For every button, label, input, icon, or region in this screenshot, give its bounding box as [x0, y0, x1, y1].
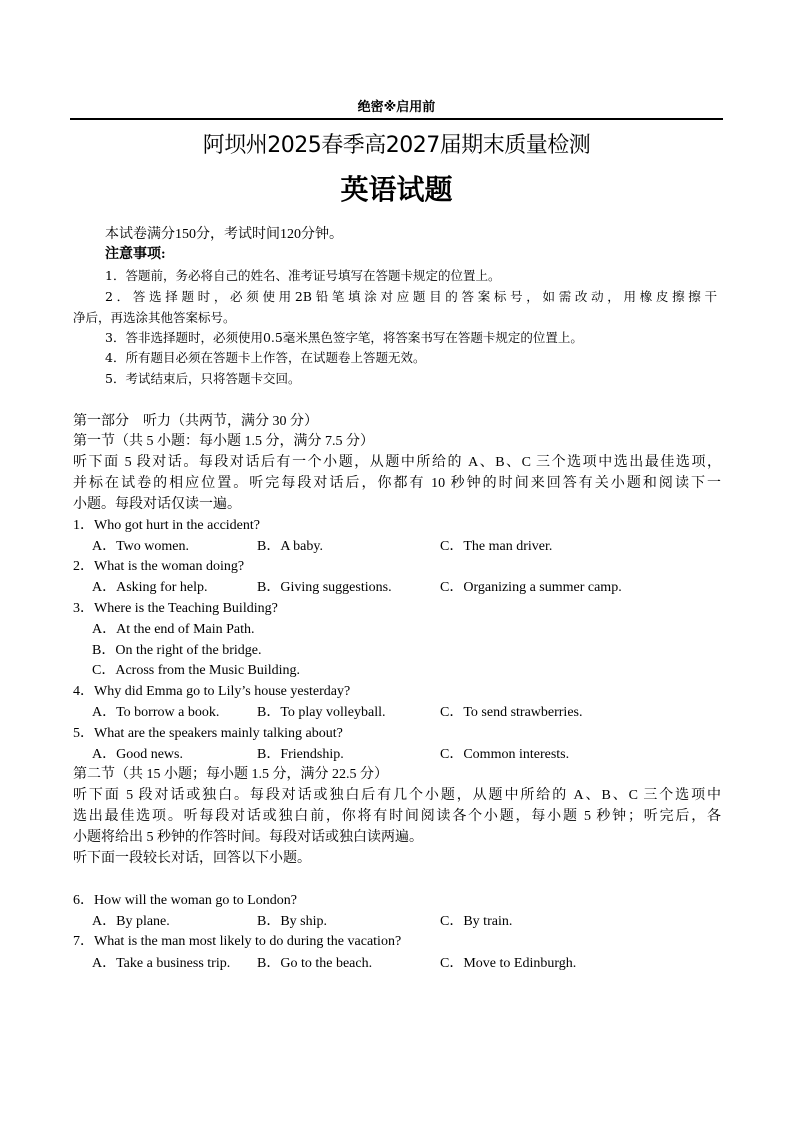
- section-instruction: 小题将给出 5 秒钟的作答时间。每段对话或独白读两遍。: [73, 830, 423, 845]
- question-stem: 2．What is the woman doing?: [73, 559, 245, 574]
- option-b: B．Go to the beach.: [257, 956, 373, 971]
- section-instruction: 听下面 5 段对话或独白。每段对话或独白后有几个小题，从题中所给的 A、B、C 三个选项中: [73, 788, 721, 803]
- header-rule: [70, 118, 723, 120]
- option-c: C．To send strawberries.: [440, 705, 583, 720]
- section-lead: 听下面一段较长对话，回答以下小题。: [73, 851, 311, 866]
- option-a: A．Good news.: [92, 747, 183, 762]
- section-instruction: 小题。每段对话仅读一遍。: [73, 497, 241, 512]
- question-stem: 7．What is the man most likely to do during the vacation?: [73, 934, 402, 949]
- option-b: B．By ship.: [257, 914, 328, 929]
- notice-item: 1．答题前，务必将自己的姓名、准考证号填写在答题卡规定的位置上。: [105, 268, 501, 283]
- confidential-label: 绝密※启用前: [357, 100, 436, 115]
- exam-subject: 英语试题: [340, 173, 453, 206]
- notice-item: 2．答选择题时，必须使用2B铅笔填涂对应题目的答案标号，如需改动，用橡皮擦擦干: [105, 289, 717, 304]
- question-stem: 4．Why did Emma go to Lily’s house yesterday?: [73, 684, 351, 699]
- option-c: C．Across from the Music Building.: [92, 663, 301, 678]
- question-stem: 3．Where is the Teaching Building?: [73, 601, 278, 616]
- option-a: A．To borrow a book.: [92, 705, 220, 720]
- question-stem: 1．Who got hurt in the accident?: [73, 518, 260, 533]
- option-b: B．Friendship.: [257, 747, 344, 762]
- notice-item: 5．考试结束后，只将答题卡交回。: [105, 371, 301, 386]
- option-c: C．By train.: [440, 914, 513, 929]
- part-heading: 第一部分 听力（共两节，满分 30 分）: [73, 414, 318, 429]
- option-a: A．By plane.: [92, 914, 170, 929]
- option-a: A．At the end of Main Path.: [92, 622, 255, 637]
- option-a: A．Two women.: [92, 539, 190, 554]
- option-c: C．Organizing a summer camp.: [440, 580, 622, 595]
- option-b: B．Giving suggestions.: [257, 580, 392, 595]
- section-heading: 第一节（共 5 小题：每小题 1.5 分，满分 7.5 分）: [73, 434, 374, 449]
- notice-title: 注意事项:: [105, 247, 166, 262]
- exam-title: 阿坝州2025春季高2027届期末质量检测: [202, 133, 591, 158]
- section-instruction: 并标在试卷的相应位置。听完每段对话后，你都有 10 秒钟的时间来回答有关小题和阅读下一: [73, 476, 721, 491]
- notice-item: 净后，再选涂其他答案标号。: [73, 310, 236, 325]
- question-stem: 6．How will the woman go to London?: [73, 893, 297, 908]
- option-a: A．Asking for help.: [92, 580, 208, 595]
- question-stem: 5．What are the speakers mainly talking about?: [73, 726, 343, 741]
- option-b: B．To play volleyball.: [257, 705, 386, 720]
- option-b: B．On the right of the bridge.: [92, 643, 262, 658]
- score-time-note: 本试卷满分150分，考试时间120分钟。: [105, 227, 343, 242]
- option-a: A．Take a business trip.: [92, 956, 231, 971]
- option-b: B．A baby.: [257, 539, 323, 554]
- notice-item: 4．所有题目必须在答题卡上作答，在试题卷上答题无效。: [105, 350, 426, 365]
- section-instruction: 选出最佳选项。听每段对话或独白前，你将有时间阅读各个小题，每小题 5 秒钟；听完后，各: [73, 809, 721, 824]
- section-heading: 第二节（共 15 小题；每小题 1.5 分，满分 22.5 分）: [73, 767, 388, 782]
- option-c: C．Common interests.: [440, 747, 570, 762]
- option-c: C．The man driver.: [440, 539, 553, 554]
- notice-item: 3．答非选择题时，必须使用0.5毫米黑色签字笔，将答案书写在答题卡规定的位置上。: [105, 330, 583, 345]
- section-instruction: 听下面 5 段对话。每段对话后有一个小题，从题中所给的 A、B、C 三个选项中选出最佳选项，: [73, 455, 721, 470]
- option-c: C．Move to Edinburgh.: [440, 956, 577, 971]
